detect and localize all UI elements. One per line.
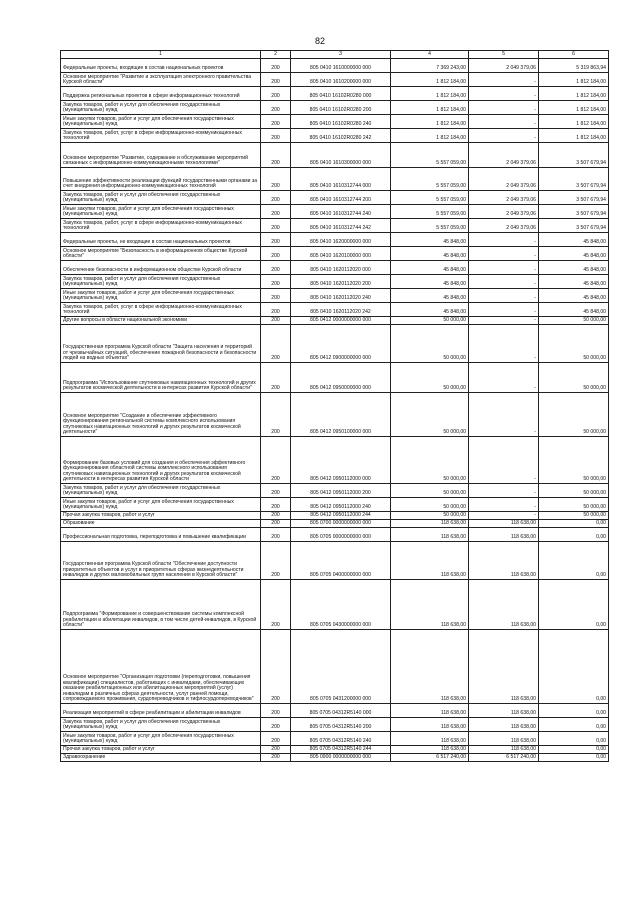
executed-amount-cell: - xyxy=(469,73,539,87)
approved-amount-cell: 5 557 059,00 xyxy=(391,191,469,205)
table-row xyxy=(61,317,609,325)
executed-amount-cell: 118 638,00 xyxy=(469,580,539,630)
unexecuted-amount-cell: 50 000,00 xyxy=(539,393,609,437)
row-name-cell: Прочая закупка товаров, работ и услуг xyxy=(61,746,261,754)
row-name-cell: Основное мероприятие "Организация подготовки (переподготовки, повышения квалификации) специалистов, работающих с инвалидами, обеспечивающих оказание реабилитационных или абилитационных мероприятий (услуг) инвалидам в различных сферах деятельности, услуг ранней помощи, сопровождаемого проживания, сурдопереводчиков и тифлосурдопереводчиков" xyxy=(61,630,261,704)
row-code-cell: 200 xyxy=(261,261,291,275)
approved-amount-cell: 5 557 059,00 xyxy=(391,205,469,219)
row-name-cell: Повышение эффективности реализации функций государственными органами за счет внедрения информационно-коммуникационных технологий xyxy=(61,168,261,191)
budget-classification-cell: 805 0410 1620112020 242 xyxy=(291,303,391,317)
unexecuted-amount-cell: 3 507 679,94 xyxy=(539,191,609,205)
budget-classification-cell: 805 0700 0000000000 000 xyxy=(291,520,391,528)
executed-amount-cell: 6 517 240,00 xyxy=(469,754,539,762)
budget-classification-cell: 805 0900 0000000000 000 xyxy=(291,754,391,762)
row-name-cell: Обеспечение безопасности в информационном обществе Курской области xyxy=(61,261,261,275)
budget-classification-cell: 805 0705 04312R5140 244 xyxy=(291,746,391,754)
approved-amount-cell: 118 638,00 xyxy=(391,528,469,542)
table-row xyxy=(61,303,609,317)
budget-classification-cell: 805 0410 1610312744 000 xyxy=(291,168,391,191)
unexecuted-amount-cell: 45 848,00 xyxy=(539,275,609,289)
executed-amount-cell: 2 049 379,06 xyxy=(469,191,539,205)
row-code-cell: 200 xyxy=(261,512,291,520)
executed-amount-cell: - xyxy=(469,247,539,261)
unexecuted-amount-cell: 45 848,00 xyxy=(539,233,609,247)
executed-amount-cell: - xyxy=(469,303,539,317)
executed-amount-cell: 2 049 379,06 xyxy=(469,59,539,73)
table-row xyxy=(61,247,609,261)
approved-amount-cell: 50 000,00 xyxy=(391,437,469,484)
row-name-cell: Формирование базовых условий для создания и обеспечения эффективного функционирования областной системы комплексного использования спутниковых навигационных технологий и других результатов космической деятельности в интересах развития Курской области xyxy=(61,437,261,484)
column-header: 4 xyxy=(391,51,469,59)
unexecuted-amount-cell: 1 812 184,00 xyxy=(539,101,609,115)
executed-amount-cell: 2 049 379,06 xyxy=(469,219,539,233)
approved-amount-cell: 5 557 059,00 xyxy=(391,168,469,191)
table-row xyxy=(61,205,609,219)
executed-amount-cell: - xyxy=(469,512,539,520)
row-name-cell: Иные закупки товаров, работ и услуг для обеспечения государственных (муниципальных) нужд xyxy=(61,732,261,746)
table-row xyxy=(61,143,609,168)
table-body xyxy=(61,59,609,762)
executed-amount-cell: - xyxy=(469,484,539,498)
table-row xyxy=(61,512,609,520)
unexecuted-amount-cell: 0,00 xyxy=(539,746,609,754)
row-code-cell: 200 xyxy=(261,325,291,363)
budget-classification-cell: 805 0705 04312R5140 000 xyxy=(291,704,391,718)
budget-classification-cell: 805 0705 0430000000 000 xyxy=(291,580,391,630)
unexecuted-amount-cell: 0,00 xyxy=(539,704,609,718)
executed-amount-cell: 118 638,00 xyxy=(469,528,539,542)
row-code-cell: 200 xyxy=(261,542,291,580)
column-number-header-row xyxy=(61,51,609,59)
unexecuted-amount-cell: 50 000,00 xyxy=(539,437,609,484)
approved-amount-cell: 1 812 184,00 xyxy=(391,87,469,101)
approved-amount-cell: 45 848,00 xyxy=(391,233,469,247)
budget-classification-cell: 805 0410 1610312744 240 xyxy=(291,205,391,219)
unexecuted-amount-cell: 1 812 184,00 xyxy=(539,73,609,87)
unexecuted-amount-cell: 45 848,00 xyxy=(539,261,609,275)
row-name-cell: Иные закупки товаров, работ и услуг для обеспечения государственных (муниципальных) нужд xyxy=(61,205,261,219)
table-row xyxy=(61,542,609,580)
executed-amount-cell: 118 638,00 xyxy=(469,630,539,704)
approved-amount-cell: 118 638,00 xyxy=(391,704,469,718)
unexecuted-amount-cell: 50 000,00 xyxy=(539,317,609,325)
approved-amount-cell: 118 638,00 xyxy=(391,542,469,580)
table-row xyxy=(61,746,609,754)
approved-amount-cell: 50 000,00 xyxy=(391,498,469,512)
row-name-cell: Закупка товаров, работ и услуг для обеспечения государственных (муниципальных) нужд xyxy=(61,718,261,732)
table-row xyxy=(61,484,609,498)
unexecuted-amount-cell: 0,00 xyxy=(539,520,609,528)
budget-classification-cell: 805 0412 0950112000 200 xyxy=(291,484,391,498)
row-name-cell: Иные закупки товаров, работ и услуг для обеспечения государственных (муниципальных) нужд xyxy=(61,289,261,303)
executed-amount-cell: - xyxy=(469,87,539,101)
budget-classification-cell: 805 0410 1610312744 200 xyxy=(291,191,391,205)
unexecuted-amount-cell: 0,00 xyxy=(539,718,609,732)
row-name-cell: Закупка товаров, работ и услуг для обеспечения государственных (муниципальных) нужд xyxy=(61,101,261,115)
table-row xyxy=(61,718,609,732)
executed-amount-cell: - xyxy=(469,317,539,325)
executed-amount-cell: 2 049 379,06 xyxy=(469,168,539,191)
executed-amount-cell: - xyxy=(469,115,539,129)
unexecuted-amount-cell: 0,00 xyxy=(539,528,609,542)
unexecuted-amount-cell: 50 000,00 xyxy=(539,363,609,393)
approved-amount-cell: 45 848,00 xyxy=(391,275,469,289)
row-name-cell: Основное мероприятие "Создание и обеспечение эффективного функционирования региональной системы комплексного использования спутниковых навигационных технологий и других результатов космической деятельности" xyxy=(61,393,261,437)
unexecuted-amount-cell: 50 000,00 xyxy=(539,325,609,363)
row-code-cell: 200 xyxy=(261,704,291,718)
row-name-cell: Образование xyxy=(61,520,261,528)
row-name-cell: Подпрограмма "Использование спутниковых навигационных технологий и других результатов космической деятельности в интересах развития Курской области" xyxy=(61,363,261,393)
budget-classification-cell: 805 0412 0950100000 000 xyxy=(291,393,391,437)
row-name-cell: Здравоохранение xyxy=(61,754,261,762)
table-row xyxy=(61,191,609,205)
row-code-cell: 200 xyxy=(261,317,291,325)
budget-classification-cell: 805 0412 0950112000 240 xyxy=(291,498,391,512)
row-name-cell: Иные закупки товаров, работ и услуг для обеспечения государственных (муниципальных) нужд xyxy=(61,115,261,129)
row-code-cell: 200 xyxy=(261,718,291,732)
row-name-cell: Основное мероприятие "Развитие и эксплуатация электронного правительства Курской области" xyxy=(61,73,261,87)
budget-classification-cell: 805 0410 1620112020 000 xyxy=(291,261,391,275)
executed-amount-cell: 118 638,00 xyxy=(469,704,539,718)
column-header: 1 xyxy=(61,51,261,59)
approved-amount-cell: 118 638,00 xyxy=(391,580,469,630)
unexecuted-amount-cell: 0,00 xyxy=(539,754,609,762)
approved-amount-cell: 45 848,00 xyxy=(391,289,469,303)
row-code-cell: 200 xyxy=(261,73,291,87)
approved-amount-cell: 118 638,00 xyxy=(391,746,469,754)
approved-amount-cell: 1 812 184,00 xyxy=(391,73,469,87)
row-code-cell: 200 xyxy=(261,247,291,261)
table-row xyxy=(61,363,609,393)
row-name-cell: Закупка товаров, работ и услуг для обеспечения государственных (муниципальных) нужд xyxy=(61,484,261,498)
budget-classification-cell: 805 0412 0000000000 000 xyxy=(291,317,391,325)
approved-amount-cell: 6 517 240,00 xyxy=(391,754,469,762)
unexecuted-amount-cell: 0,00 xyxy=(539,630,609,704)
row-code-cell: 200 xyxy=(261,289,291,303)
table-row xyxy=(61,275,609,289)
table-row xyxy=(61,59,609,73)
approved-amount-cell: 50 000,00 xyxy=(391,317,469,325)
budget-classification-cell: 805 0410 1620112020 200 xyxy=(291,275,391,289)
unexecuted-amount-cell: 1 812 184,00 xyxy=(539,129,609,143)
budget-classification-cell: 805 0410 16102R0280 200 xyxy=(291,101,391,115)
table-row xyxy=(61,704,609,718)
row-code-cell: 200 xyxy=(261,754,291,762)
budget-classification-cell: 805 0410 1610312744 242 xyxy=(291,219,391,233)
table-row xyxy=(61,233,609,247)
budget-classification-cell: 805 0705 04312R5140 240 xyxy=(291,732,391,746)
approved-amount-cell: 1 812 184,00 xyxy=(391,115,469,129)
table-row xyxy=(61,325,609,363)
approved-amount-cell: 118 638,00 xyxy=(391,520,469,528)
approved-amount-cell: 45 848,00 xyxy=(391,303,469,317)
approved-amount-cell: 7 369 243,00 xyxy=(391,59,469,73)
row-name-cell: Закупка товаров, работ, услуг в сфере информационно-коммуникационных технологий xyxy=(61,219,261,233)
row-code-cell: 200 xyxy=(261,630,291,704)
approved-amount-cell: 1 812 184,00 xyxy=(391,101,469,115)
unexecuted-amount-cell: 45 848,00 xyxy=(539,289,609,303)
executed-amount-cell: 118 638,00 xyxy=(469,746,539,754)
table-row xyxy=(61,630,609,704)
executed-amount-cell: 118 638,00 xyxy=(469,542,539,580)
row-name-cell: Профессиональная подготовка, переподготовка и повышение квалификации xyxy=(61,528,261,542)
row-code-cell: 200 xyxy=(261,168,291,191)
budget-classification-cell: 805 0705 0400000000 000 xyxy=(291,542,391,580)
column-header: 2 xyxy=(261,51,291,59)
approved-amount-cell: 45 848,00 xyxy=(391,247,469,261)
table-row xyxy=(61,101,609,115)
row-name-cell: Закупка товаров, работ и услуг для обеспечения государственных (муниципальных) нужд xyxy=(61,191,261,205)
unexecuted-amount-cell: 45 848,00 xyxy=(539,303,609,317)
row-code-cell: 200 xyxy=(261,115,291,129)
unexecuted-amount-cell: 3 507 679,94 xyxy=(539,143,609,168)
unexecuted-amount-cell: 3 507 679,94 xyxy=(539,219,609,233)
row-code-cell: 200 xyxy=(261,143,291,168)
approved-amount-cell: 118 638,00 xyxy=(391,718,469,732)
executed-amount-cell: - xyxy=(469,325,539,363)
table-row xyxy=(61,115,609,129)
table-row xyxy=(61,87,609,101)
approved-amount-cell: 45 848,00 xyxy=(391,261,469,275)
table-row xyxy=(61,261,609,275)
budget-classification-cell: 805 0410 1610300000 000 xyxy=(291,143,391,168)
page-number: 82 xyxy=(314,36,325,46)
budget-classification-cell: 805 0705 0431200000 000 xyxy=(291,630,391,704)
row-code-cell: 200 xyxy=(261,205,291,219)
row-name-cell: Основное мероприятие "Развитие, содержание и обслуживание мероприятий связанных с информационно-коммуникационными технологиями" xyxy=(61,143,261,168)
budget-classification-cell: 805 0410 16102R0280 240 xyxy=(291,115,391,129)
table-row xyxy=(61,168,609,191)
table-row xyxy=(61,129,609,143)
row-name-cell: Государственная программа Курской области "Защита населения и территорий от чрезвычайных ситуаций, обеспечение пожарной безопасности и безопасности людей на водных объектах" xyxy=(61,325,261,363)
executed-amount-cell: - xyxy=(469,498,539,512)
row-code-cell: 200 xyxy=(261,484,291,498)
executed-amount-cell: - xyxy=(469,129,539,143)
unexecuted-amount-cell: 5 319 863,94 xyxy=(539,59,609,73)
approved-amount-cell: 118 638,00 xyxy=(391,630,469,704)
row-name-cell: Закупка товаров, работ, услуг в сфере информационно-коммуникационных технологий xyxy=(61,303,261,317)
row-code-cell: 200 xyxy=(261,59,291,73)
approved-amount-cell: 1 812 184,00 xyxy=(391,129,469,143)
row-code-cell: 200 xyxy=(261,580,291,630)
column-header: 6 xyxy=(539,51,609,59)
approved-amount-cell: 50 000,00 xyxy=(391,363,469,393)
executed-amount-cell: - xyxy=(469,275,539,289)
approved-amount-cell: 5 557 059,00 xyxy=(391,143,469,168)
row-name-cell: Реализация мероприятий в сфере реабилитации и абилитации инвалидов xyxy=(61,704,261,718)
budget-classification-cell: 805 0412 0950112000 244 xyxy=(291,512,391,520)
unexecuted-amount-cell: 3 507 679,94 xyxy=(539,205,609,219)
row-code-cell: 200 xyxy=(261,437,291,484)
row-name-cell: Другие вопросы в области национальной экономики xyxy=(61,317,261,325)
table-row xyxy=(61,580,609,630)
table-row xyxy=(61,754,609,762)
row-name-cell: Федеральные проекты, не входящие в состав национальных проектов xyxy=(61,233,261,247)
row-code-cell: 200 xyxy=(261,275,291,289)
unexecuted-amount-cell: 50 000,00 xyxy=(539,498,609,512)
approved-amount-cell: 50 000,00 xyxy=(391,393,469,437)
approved-amount-cell: 50 000,00 xyxy=(391,325,469,363)
budget-classification-cell: 805 0410 1620112020 240 xyxy=(291,289,391,303)
executed-amount-cell: - xyxy=(469,289,539,303)
column-header: 3 xyxy=(291,51,391,59)
unexecuted-amount-cell: 1 812 184,00 xyxy=(539,115,609,129)
approved-amount-cell: 118 638,00 xyxy=(391,732,469,746)
budget-classification-cell: 805 0410 16102R0280 242 xyxy=(291,129,391,143)
table-row xyxy=(61,732,609,746)
row-code-cell: 200 xyxy=(261,233,291,247)
row-code-cell: 200 xyxy=(261,732,291,746)
executed-amount-cell: 118 638,00 xyxy=(469,732,539,746)
unexecuted-amount-cell: 0,00 xyxy=(539,732,609,746)
column-header: 5 xyxy=(469,51,539,59)
row-code-cell: 200 xyxy=(261,191,291,205)
unexecuted-amount-cell: 1 812 184,00 xyxy=(539,87,609,101)
row-name-cell: Закупка товаров, работ, услуг в сфере информационно-коммуникационных технологий xyxy=(61,129,261,143)
budget-classification-cell: 805 0412 0900000000 000 xyxy=(291,325,391,363)
row-code-cell: 200 xyxy=(261,393,291,437)
table-row xyxy=(61,528,609,542)
approved-amount-cell: 50 000,00 xyxy=(391,512,469,520)
row-code-cell: 200 xyxy=(261,129,291,143)
budget-classification-cell: 805 0412 0950112000 000 xyxy=(291,437,391,484)
row-name-cell: Поддержка региональных проектов в сфере информационных технологий xyxy=(61,87,261,101)
executed-amount-cell: 2 049 379,06 xyxy=(469,143,539,168)
table-row xyxy=(61,520,609,528)
row-code-cell: 200 xyxy=(261,219,291,233)
budget-classification-cell: 805 0705 04312R5140 200 xyxy=(291,718,391,732)
row-code-cell: 200 xyxy=(261,498,291,512)
row-name-cell: Подпрограмма "Формирование и совершенствование системы комплексной реабилитации и абилитации инвалидов, в том числе детей-инвалидов, в Курской области" xyxy=(61,580,261,630)
budget-execution-table xyxy=(60,50,609,762)
approved-amount-cell: 50 000,00 xyxy=(391,484,469,498)
row-name-cell: Основное мероприятие "Безопасность в информационном обществе Курской области" xyxy=(61,247,261,261)
executed-amount-cell: 2 049 379,06 xyxy=(469,205,539,219)
budget-classification-cell: 805 0410 1620100000 000 xyxy=(291,247,391,261)
executed-amount-cell: 118 638,00 xyxy=(469,520,539,528)
table-row xyxy=(61,498,609,512)
budget-classification-cell: 805 0412 0950000000 000 xyxy=(291,363,391,393)
unexecuted-amount-cell: 50 000,00 xyxy=(539,512,609,520)
unexecuted-amount-cell: 50 000,00 xyxy=(539,484,609,498)
row-code-cell: 200 xyxy=(261,528,291,542)
row-name-cell: Иные закупки товаров, работ и услуг для обеспечения государственных (муниципальных) нужд xyxy=(61,498,261,512)
row-code-cell: 200 xyxy=(261,520,291,528)
executed-amount-cell: - xyxy=(469,101,539,115)
unexecuted-amount-cell: 45 848,00 xyxy=(539,247,609,261)
row-name-cell: Закупка товаров, работ и услуг для обеспечения государственных (муниципальных) нужд xyxy=(61,275,261,289)
executed-amount-cell: 118 638,00 xyxy=(469,718,539,732)
table-row xyxy=(61,393,609,437)
row-code-cell: 200 xyxy=(261,303,291,317)
unexecuted-amount-cell: 0,00 xyxy=(539,542,609,580)
row-code-cell: 200 xyxy=(261,87,291,101)
row-code-cell: 200 xyxy=(261,363,291,393)
executed-amount-cell: - xyxy=(469,437,539,484)
executed-amount-cell: - xyxy=(469,261,539,275)
budget-classification-cell: 805 0705 0000000000 000 xyxy=(291,528,391,542)
unexecuted-amount-cell: 3 507 679,94 xyxy=(539,168,609,191)
budget-classification-cell: 805 0410 1620000000 000 xyxy=(291,233,391,247)
executed-amount-cell: - xyxy=(469,363,539,393)
unexecuted-amount-cell: 0,00 xyxy=(539,580,609,630)
row-name-cell: Федеральные проекты, входящие в состав национальных проектов xyxy=(61,59,261,73)
table-row xyxy=(61,219,609,233)
row-code-cell: 200 xyxy=(261,101,291,115)
budget-classification-cell: 805 0410 1610200000 000 xyxy=(291,73,391,87)
row-code-cell: 200 xyxy=(261,746,291,754)
executed-amount-cell: - xyxy=(469,393,539,437)
table-row xyxy=(61,289,609,303)
approved-amount-cell: 5 557 059,00 xyxy=(391,219,469,233)
row-name-cell: Государственная программа Курской области "Обеспечение доступности приоритетных объектов и услуг в приоритетных сферах жизнедеятельности инвалидов и других маломобильных групп населения в Курской области" xyxy=(61,542,261,580)
table-row xyxy=(61,73,609,87)
budget-classification-cell: 805 0410 16102R0280 000 xyxy=(291,87,391,101)
executed-amount-cell: - xyxy=(469,233,539,247)
table-row xyxy=(61,437,609,484)
budget-classification-cell: 805 0410 1610000000 000 xyxy=(291,59,391,73)
row-name-cell: Прочая закупка товаров, работ и услуг xyxy=(61,512,261,520)
